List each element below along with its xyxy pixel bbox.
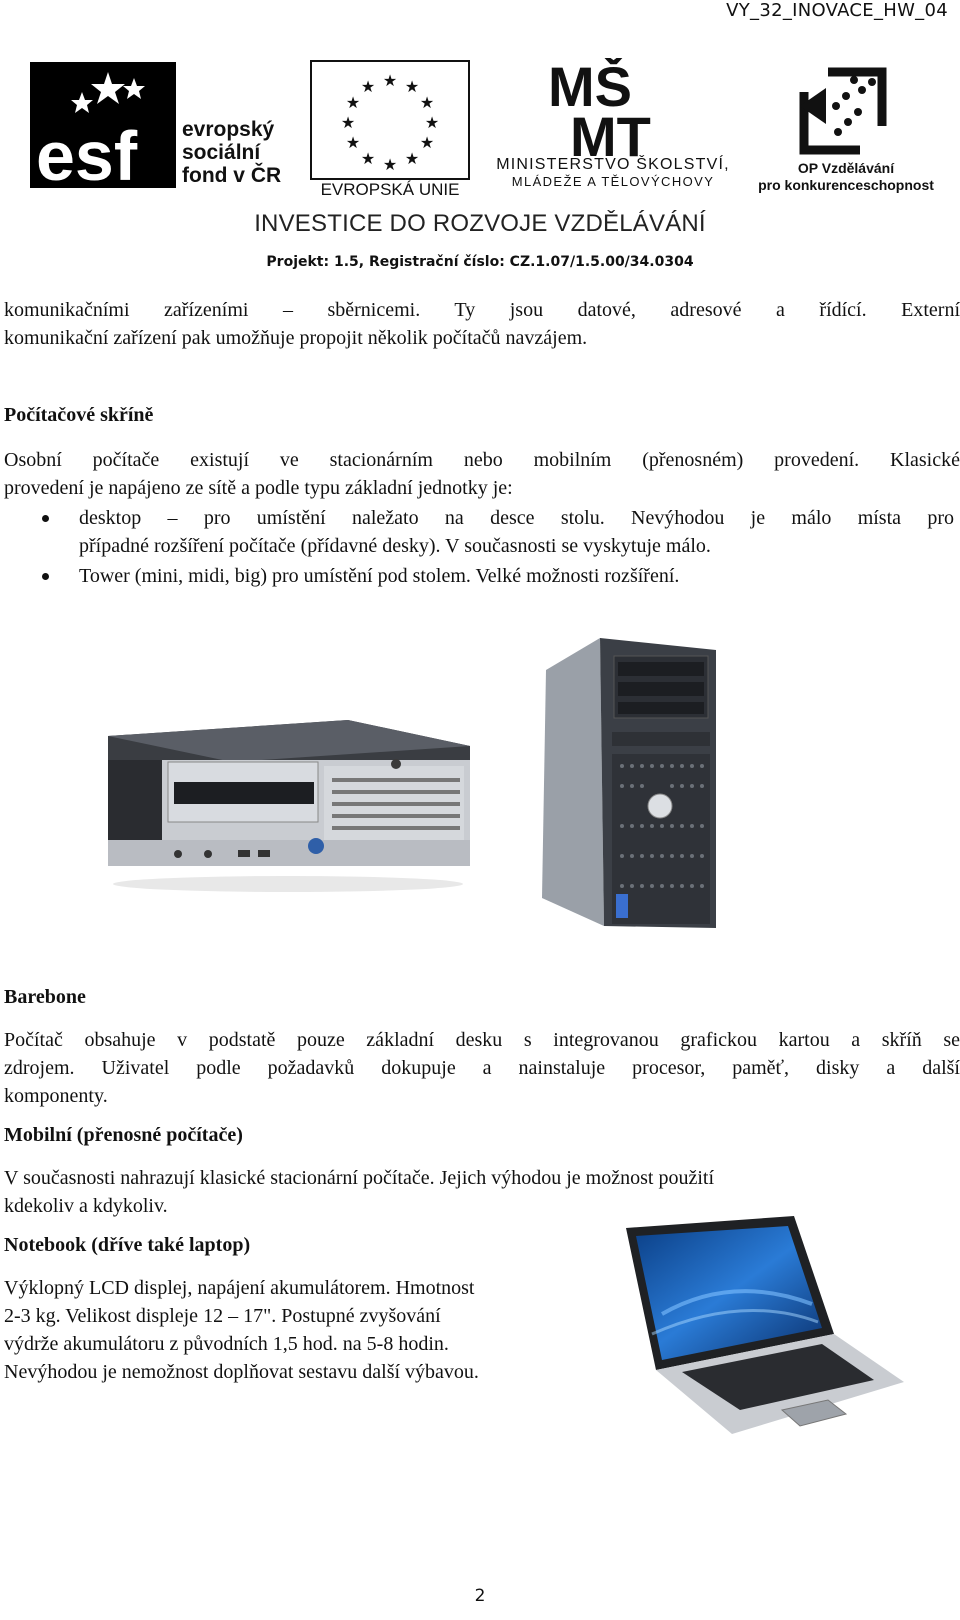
- op-line1: OP Vzdělávání: [797, 160, 895, 176]
- svg-text:★: ★: [404, 79, 420, 96]
- svg-text:★: ★: [360, 79, 376, 96]
- svg-text:★: ★: [419, 135, 435, 152]
- op-logo-icon: [798, 62, 890, 158]
- logo-bar: [0, 52, 960, 212]
- svg-text:★: ★: [404, 151, 420, 168]
- eu-logo-text: EVROPSKÁ UNIE: [320, 180, 460, 199]
- tower-pc-image: [540, 636, 730, 931]
- barebone-line-3: komponenty.: [4, 1085, 108, 1107]
- section-heading-cases: Počítačové skříně: [4, 404, 154, 426]
- svg-text:★: ★: [382, 73, 398, 90]
- notebook-line-1: Výklopný LCD displej, napájení akumulátorem. Hmotnost: [4, 1277, 475, 1299]
- intro-line-2: komunikační zařízení pak umožňuje propojit několik počítačů navzájem.: [4, 327, 588, 349]
- bullet-icon: [42, 515, 49, 522]
- svg-text:★: ★: [419, 95, 435, 112]
- desktop-pc-image: [98, 716, 478, 896]
- op-line2: pro konkurenceschopnost: [758, 177, 934, 193]
- list-item-line-1: desktop – pro umístění naležato na desce stolu. Nevýhodou je málo místa pro: [79, 507, 954, 529]
- intro-line-1: komunikačními zařízeními – sběrnicemi. Ty jsou datové, adresové a řídící. Externí: [4, 299, 960, 321]
- svg-text:★: ★: [345, 95, 361, 112]
- cases-line-1: Osobní počítače existují ve stacionárním nebo mobilním (přenosném) provedení. Klasické: [4, 449, 960, 471]
- notebook-line-3: výdrže akumulátoru z původních 1,5 hod. na 5-8 hodin.: [4, 1333, 449, 1355]
- svg-text:★: ★: [360, 151, 376, 168]
- msmt-line1: MINISTERSTVO ŠKOLSTVÍ,: [496, 156, 730, 173]
- svg-text:MŠ: MŠ: [548, 58, 632, 118]
- svg-text:★: ★: [424, 115, 440, 132]
- svg-text:★: ★: [345, 135, 361, 152]
- svg-text:★: ★: [340, 115, 356, 132]
- section-heading-notebook: Notebook (dříve také laptop): [4, 1234, 251, 1256]
- barebone-line-2: zdrojem. Uživatel podle požadavků dokupuje a nainstaluje procesor, paměť, disky a další: [4, 1057, 960, 1079]
- msmt-logo-text: [478, 156, 748, 189]
- document-id: VY_32_INOVACE_HW_04: [726, 0, 948, 21]
- msmt-line2: MLÁDEŽE A TĚLOVÝCHOVY: [511, 174, 715, 189]
- msmt-logo-icon: [548, 58, 678, 158]
- cases-line-2: provedení je napájeno ze sítě a podle typu základní jednotky je:: [4, 477, 513, 499]
- laptop-image: [622, 1214, 912, 1444]
- list-item-line-2: případné rozšíření počítače (přídavné desky). V současnosti se vyskytuje málo.: [79, 535, 711, 557]
- project-info: Projekt: 1.5, Registrační číslo: CZ.1.07/1.5.00/34.0304: [266, 254, 694, 270]
- section-heading-mobile: Mobilní (přenosné počítače): [4, 1124, 243, 1146]
- banner-title: INVESTICE DO ROZVOJE VZDĚLÁVÁNÍ: [254, 210, 706, 237]
- svg-text:★: ★: [382, 157, 398, 174]
- eu-flag-icon: [310, 60, 470, 180]
- esf-logo-icon: [30, 62, 176, 188]
- svg-text:MT: MT: [570, 105, 651, 158]
- mobile-line-2: kdekoliv a kdykoliv.: [4, 1195, 168, 1217]
- bullet-icon: [42, 573, 49, 580]
- op-logo-text: [756, 160, 936, 194]
- barebone-line-1: Počítač obsahuje v podstatě pouze základní desku s integrovanou grafickou kartou a skříň se: [4, 1029, 960, 1051]
- section-heading-barebone: Barebone: [4, 986, 86, 1008]
- mobile-line-1: V současnosti nahrazují klasické stacionární počítače. Jejich výhodou je možnost použití: [4, 1167, 714, 1189]
- notebook-line-2: 2-3 kg. Velikost displeje 12 – 17". Postupné zvyšování: [4, 1305, 441, 1327]
- esf-logo-text: evropský sociální fond v ČR: [182, 118, 282, 187]
- svg-text:esf: esf: [36, 117, 138, 188]
- page-number: 2: [474, 1586, 486, 1606]
- list-item-line-1: Tower (mini, midi, big) pro umístění pod stolem. Velké možnosti rozšíření.: [79, 565, 680, 587]
- notebook-line-4: Nevýhodou je nemožnost doplňovat sestavu další výbavou.: [4, 1361, 479, 1383]
